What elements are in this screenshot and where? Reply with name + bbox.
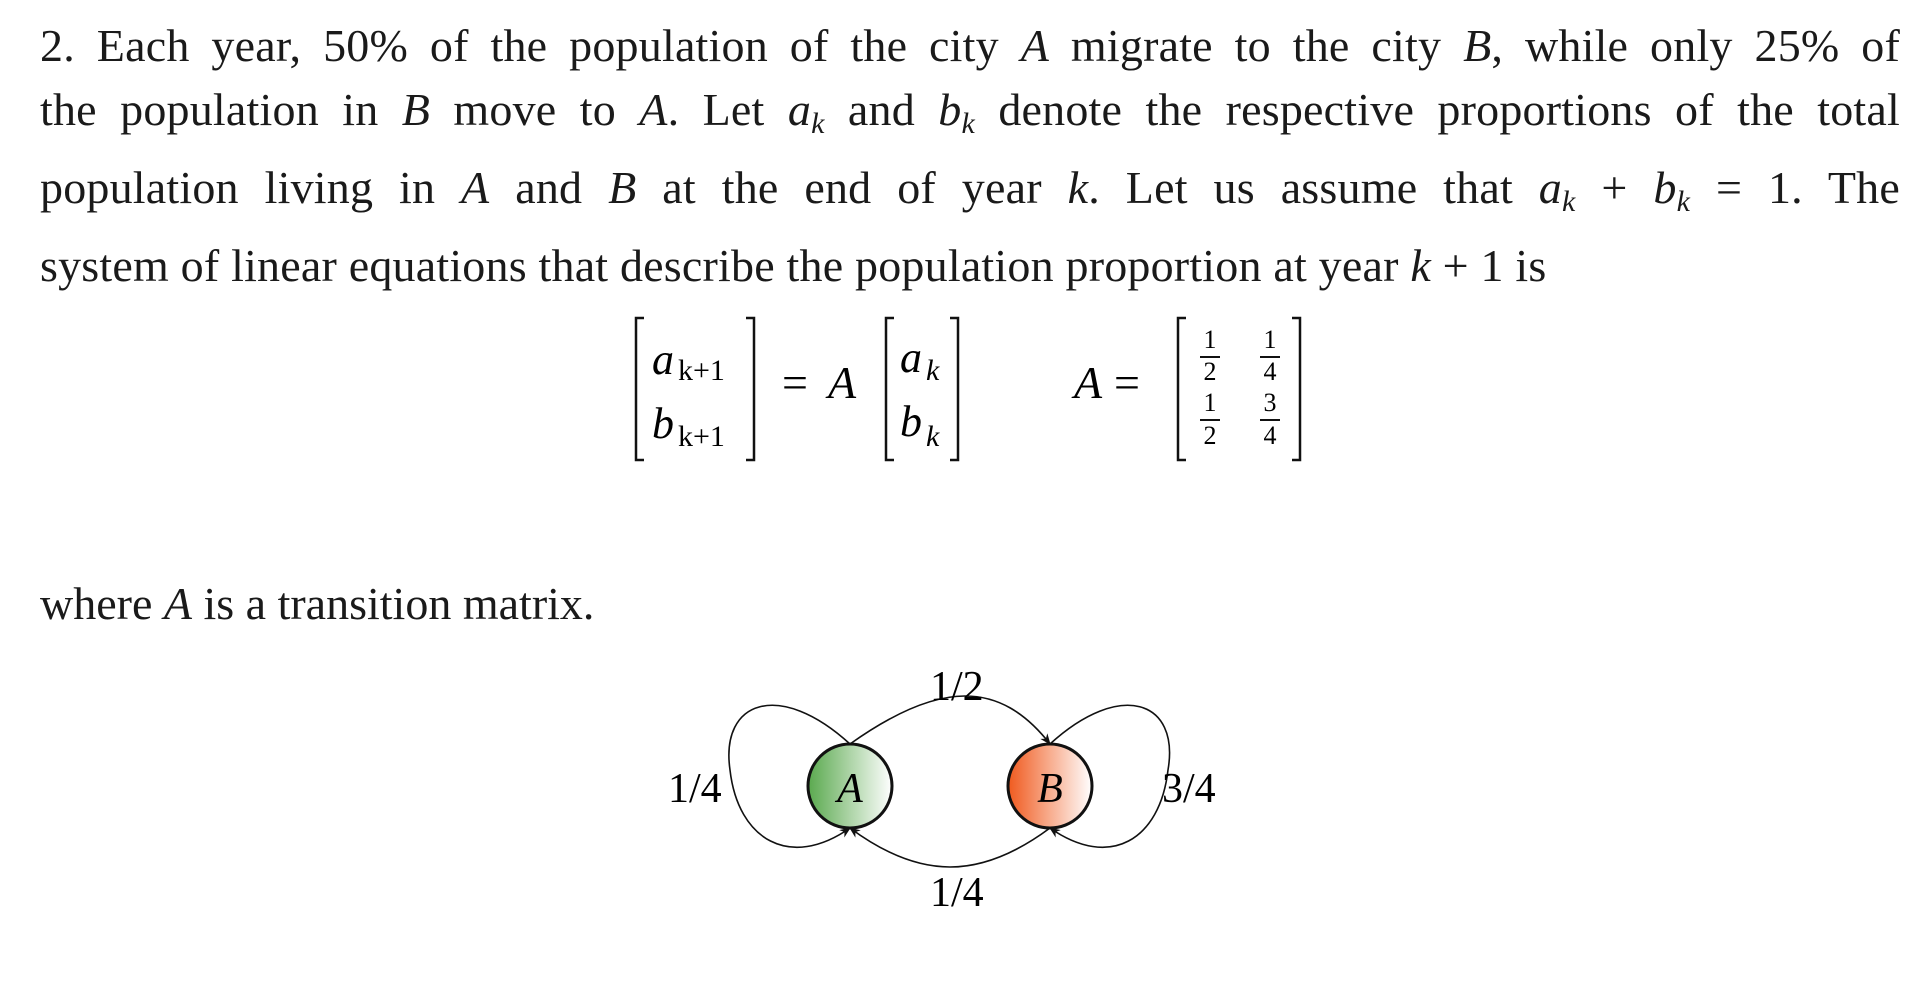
- text-run: . Let: [667, 84, 788, 135]
- transition-matrix: [1200, 325, 1280, 450]
- rhs-bottom-var: b: [900, 397, 922, 446]
- text-run: and: [824, 84, 939, 135]
- math-var: k: [1067, 162, 1089, 213]
- math-var: a: [787, 84, 812, 135]
- matrix-r2c2-den: 4: [1263, 421, 1277, 450]
- text-run: . Let us assume that: [1088, 162, 1539, 213]
- where-sentence: [40, 572, 594, 636]
- text-run: where: [40, 578, 164, 629]
- text-run: is a transition matrix.: [191, 578, 595, 629]
- math-var: A: [461, 162, 490, 213]
- matrix-r2c1-num: 1: [1203, 388, 1217, 417]
- math-var: B: [608, 162, 637, 213]
- node-b-label: B: [1037, 766, 1063, 812]
- node-a-label: A: [837, 766, 863, 812]
- math-subscript: k: [961, 107, 975, 140]
- math-var: A: [163, 578, 192, 629]
- text-run: the population in: [40, 84, 402, 135]
- edge-b-to-a-label: 1/4: [930, 870, 984, 916]
- matrix-r2c2-num: 3: [1263, 388, 1277, 417]
- math-var: A: [639, 84, 668, 135]
- math-var: a: [1538, 162, 1562, 213]
- matrix-r1c1-num: 1: [1203, 325, 1217, 354]
- math-var: B: [401, 84, 431, 135]
- math-var: b: [1653, 162, 1677, 213]
- text-run: + 1 is: [1430, 240, 1547, 291]
- rhs-bottom-sub: k: [926, 420, 940, 453]
- math-var: B: [1463, 20, 1492, 71]
- matrix-r2c1-den: 2: [1203, 421, 1217, 450]
- bracket-right: [950, 318, 958, 460]
- lhs-top-sub: k+1: [678, 354, 725, 387]
- text-run: at the end of year: [636, 162, 1068, 213]
- text-run: Each year, 50% of the population of the city: [96, 20, 1021, 71]
- equals-sign: =: [782, 357, 808, 408]
- text-run: +: [1575, 162, 1654, 213]
- rhs-top-var: a: [900, 333, 922, 382]
- math-subscript: k: [1562, 185, 1576, 218]
- vector-rhs: [886, 318, 958, 460]
- bracket-left: [636, 318, 644, 460]
- lhs-bottom-var: b: [652, 399, 674, 448]
- text-run: migrate to the city: [1049, 20, 1464, 71]
- matrix-r1c2-den: 4: [1263, 357, 1277, 386]
- text-run: system of linear equations that describe the population proportion at year: [40, 240, 1411, 291]
- matrix-symbol: A: [828, 357, 857, 408]
- bracket-right: [1292, 318, 1300, 460]
- matrix-brackets: [1178, 318, 1300, 460]
- rhs-top-sub: k: [926, 354, 940, 387]
- matrix-r1c2-num: 1: [1263, 325, 1277, 354]
- lhs-bottom-sub: k+1: [678, 420, 725, 453]
- node-a: [808, 744, 892, 828]
- node-b: [1008, 744, 1092, 828]
- state-diagram-edges: [729, 696, 1170, 867]
- text-run: population living in: [40, 162, 462, 213]
- matrix-equals: =: [1114, 357, 1140, 408]
- text-run: , while only 25% of: [1491, 20, 1901, 71]
- math-var: k: [1410, 240, 1431, 291]
- bracket-right: [746, 318, 754, 460]
- problem-number: 2.: [40, 20, 75, 71]
- edge-b-to-a: [850, 828, 1050, 867]
- math-var: A: [1020, 20, 1050, 71]
- text-run: denote the respective proportions of the total: [975, 84, 1900, 135]
- edge-a-to-b-label: 1/2: [930, 664, 984, 710]
- text-run: move to: [430, 84, 640, 135]
- matrix-r1c1-den: 2: [1203, 357, 1217, 386]
- loop-a-label: 1/4: [668, 766, 722, 812]
- matrix-name: A: [1074, 357, 1103, 408]
- math-var: b: [938, 84, 962, 135]
- math-subscript: k: [811, 107, 825, 140]
- bracket-left: [1178, 318, 1186, 460]
- text-run: and: [489, 162, 609, 213]
- lhs-top-var: a: [652, 335, 674, 384]
- math-subscript: k: [1676, 185, 1691, 218]
- bracket-left: [886, 318, 894, 460]
- text-run: = 1. The: [1690, 162, 1900, 213]
- edge-labels: [668, 664, 1216, 916]
- loop-b-label: 3/4: [1162, 766, 1216, 812]
